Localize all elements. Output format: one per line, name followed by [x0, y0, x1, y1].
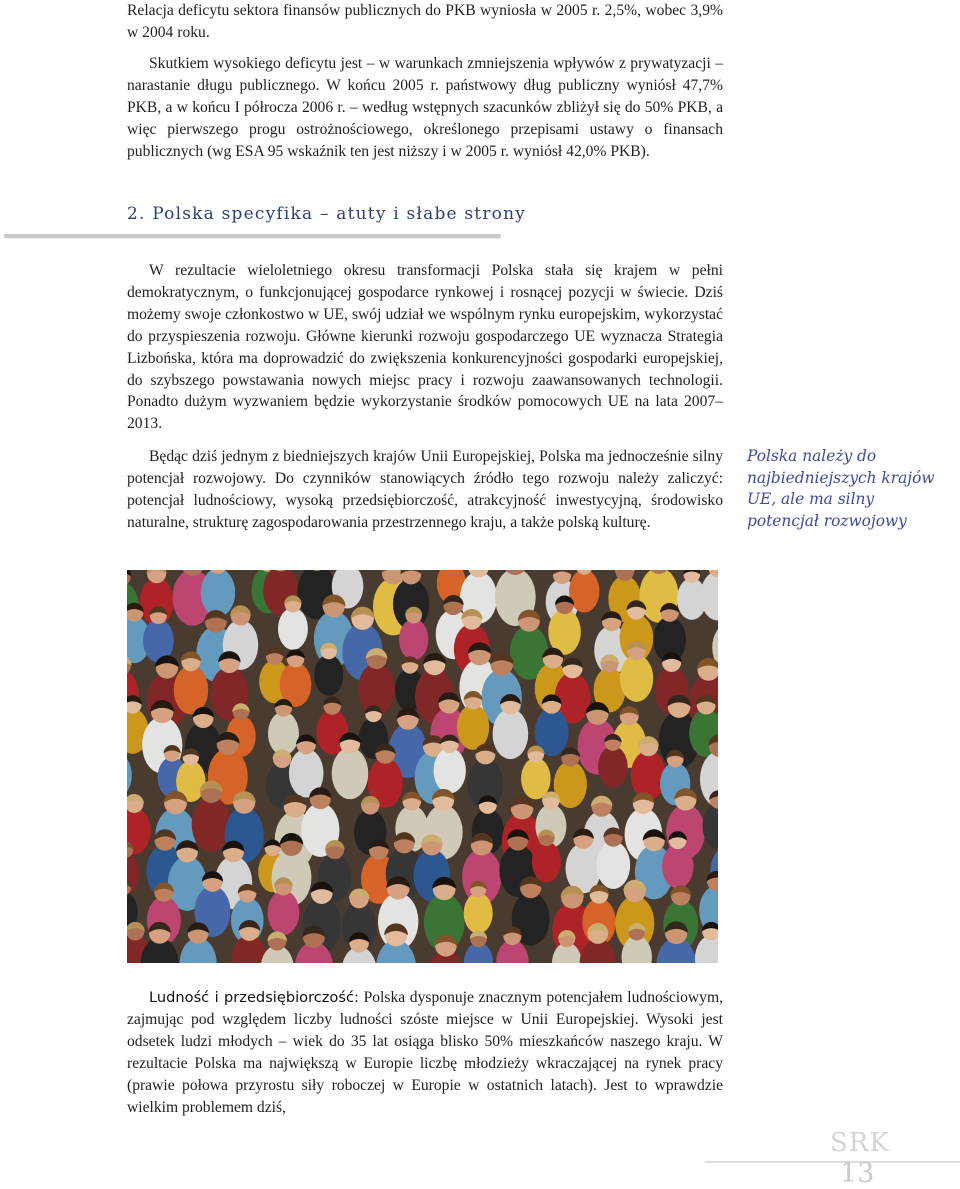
footer-rule: [705, 1161, 960, 1163]
photo-shade: [127, 570, 718, 963]
page-number: 13: [840, 1158, 875, 1189]
population-text: Polska dysponuje znacznym potencjałem ludnościowym, zajmując pod względem liczby ludności szóste miejsce w Unii Europejskiej. Wysoki jest odsetek ludzi młodych – wiek do 35 lat osiąga blisko 50% mieszkańców naszego kraju. W rezultacie Polska ma największą w Europie liczbę młodzieży wkraczającej na rynek pracy (prawie połowa przyrostu siły roboczej w Europie w ostatnich latach). Jest to wprawdzie wielkim problemem dziś,: [127, 989, 723, 1116]
paragraph-public-debt: Skutkiem wysokiego deficytu jest – w warunkach zmniejszenia wpływów z prywatyzacji – narastanie długu publicznego. W końcu 2005 r. państwowy dług publiczny wyniósł 47,7% PKB, a w końcu I półrocza 2006 r. – według wstępnych szacunków zbliżył się do 50% PKB, a więc pierwszego progu ostrożnościowego, określonego przepisami ustawy o finansach publicznych (wg ESA 95 wskaźnik ten jest niższy i w 2005 r. wyniósł 42,0% PKB).: [127, 55, 723, 160]
paragraph-population: [127, 987, 723, 1118]
crowd-illustration: [127, 570, 718, 963]
section-heading: 2. Polska specyfika – atuty i słabe strony: [127, 204, 527, 224]
paragraph-deficit-ratio: Relacja deficytu sektora finansów publicznych do PKB wyniosła w 2005 r. 2,5%, wobec 3,9% w 2004 roku.: [127, 2, 723, 41]
crowd-photo: [127, 570, 718, 963]
population-lead-in: Ludność i przedsiębiorczość:: [149, 989, 359, 1006]
paragraph-transformation: W rezultacie wieloletniego okresu transformacji Polska stała się krajem w pełni demokratycznym, o funkcjonującej gospodarce rynkowej i rosnącej pozycji w świecie. Dziś możemy swoje członkostwo w UE, swój udział we wspólnym rynku europejskim, wykorzystać do przyspieszenia rozwoju. Główne kierunki rozwoju gospodarczego UE wyznacza Strategia Lizbońska, która ma doprowadzić do zwiększenia konkurencyjności gospodarki europejskiej, do szybszego powstawania nowych miejsc pracy i rozwoju zaawansowanych technologii. Ponadto dużym wyzwaniem będzie wykorzystanie środków pomocowych UE na lata 2007–2013.: [127, 262, 723, 433]
footer-brand: SRK: [830, 1128, 890, 1158]
margin-note: Polska należy do najbiedniejszych krajów UE, ale ma silny potencjał rozwojowy: [747, 447, 935, 531]
heading-underline-shadow: [4, 238, 501, 239]
paragraph-development-potential: Będąc dziś jednym z biedniejszych krajów Unii Europejskiej, Polska ma jednocześnie silny potencjał rozwojowy. Do czynników stanowiących źródło tego rozwoju należy zaliczyć: potencjał ludnościowy, wysoką przedsiębiorczość, atrakcyjność inwestycyjną, środowisko naturalne, strukturę zagospodarowania przestrzennego kraju, a także polską kulturę.: [127, 448, 723, 531]
